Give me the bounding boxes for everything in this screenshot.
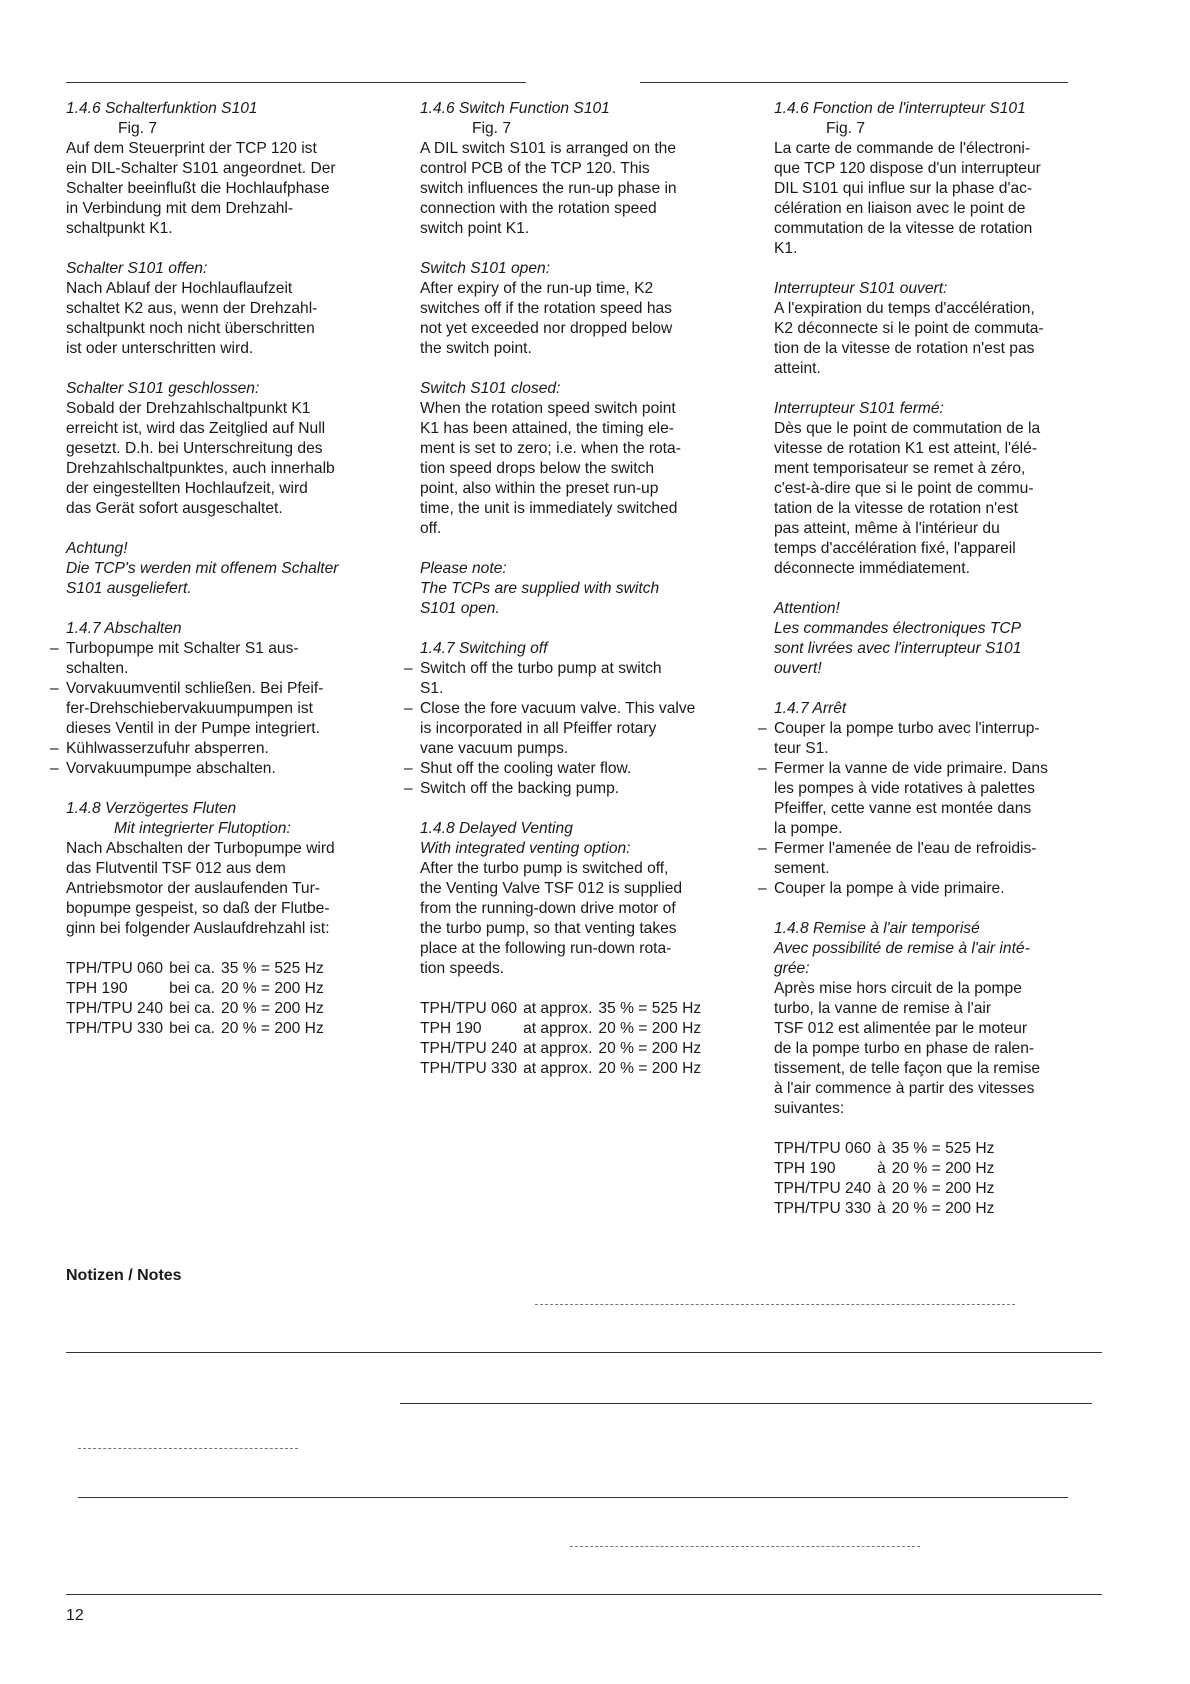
text-line: point, also within the preset run-up [420, 480, 659, 497]
heading-switch-function: 1.4.6 Schalterfunktion S101 [66, 100, 258, 117]
text-line: A DIL switch S101 is arranged on the [420, 140, 677, 157]
text-line: After expiry of the run-up time, K2 [420, 280, 654, 297]
switching-off-list [420, 659, 755, 799]
text-line: Après mise hors circuit de la pompe [774, 980, 1022, 997]
text-line: à l'air commence à partir des vitesses [774, 1080, 1035, 1097]
cell-phrase: à [877, 1140, 886, 1157]
text-line: dieses Ventil in der Pumpe integriert. [66, 720, 320, 737]
text-line: schaltpunkt K1. [66, 220, 173, 237]
text-line: off. [420, 520, 442, 537]
text-line: ein DIL-Schalter S101 angeordnet. Der [66, 160, 336, 177]
text-line: ist oder unterschritten wird. [66, 340, 254, 357]
note-line: sont livrées avec l'interrupteur S101 [774, 640, 1022, 657]
list-item [66, 639, 401, 679]
cell-value: 35 % = 525 Hz [891, 1140, 995, 1157]
text-line: control PCB of the TCP 120. This [420, 160, 650, 177]
list-item [774, 839, 1109, 879]
text-line: bopumpe gespeist, so daß der Flutbe- [66, 900, 330, 917]
text-line: erreicht ist, wird das Zeitglied auf Null [66, 420, 326, 437]
heading-delayed-venting: 1.4.8 Verzögertes Fluten [66, 800, 237, 817]
text-line: K1. [774, 240, 798, 257]
text-line: la pompe. [774, 820, 843, 837]
cell-phrase: at approx. [523, 1060, 593, 1077]
figure-ref: Fig. 7 [472, 120, 511, 137]
text-line: S1. [420, 680, 444, 697]
note-line: Les commandes électroniques TCP [774, 620, 1022, 637]
text-line: turbo, la vanne de remise à l'air [774, 1000, 992, 1017]
list-item [774, 879, 1109, 899]
list-item [66, 759, 401, 779]
notes-title: Notizen / Notes [66, 1267, 182, 1284]
text-line: TSF 012 est alimentée par le moteur [774, 1020, 1028, 1037]
cell-model: TPH/TPU 060 [774, 1140, 872, 1157]
text-line: K2 déconnecte si le point de commuta- [774, 320, 1044, 337]
note-line: S101 ausgeliefert. [66, 580, 192, 597]
text-line: switch point K1. [420, 220, 530, 237]
text-line: Switch off the turbo pump at switch [420, 660, 662, 677]
cell-model: TPH/TPU 240 [66, 1000, 164, 1017]
text-line: Vorvakuumpumpe abschalten. [66, 760, 276, 777]
heading-delayed-venting: 1.4.8 Remise à l'air temporisé [774, 920, 980, 937]
text-line: Shut off the cooling water flow. [420, 760, 632, 777]
text-line: time, the unit is immediately switched [420, 500, 678, 517]
venting-speed-table [774, 1139, 994, 1219]
cell-model: TPH/TPU 330 [420, 1060, 518, 1077]
cell-model: TPH/TPU 330 [774, 1200, 872, 1217]
cell-value: 20 % = 200 Hz [598, 1060, 702, 1077]
notes-line [400, 1403, 1092, 1404]
text-line: ment is set to zero; i.e. when the rota- [420, 440, 681, 457]
text-line: Nach Abschalten der Turbopumpe wird [66, 840, 335, 857]
cell-phrase: bei ca. [169, 1020, 216, 1037]
text-line: the switch point. [420, 340, 532, 357]
page-number: 12 [66, 1607, 84, 1624]
text-line: de la pompe turbo en phase de ralen- [774, 1040, 1035, 1057]
column-german [66, 99, 401, 1039]
text-line: tion speeds. [420, 960, 505, 977]
subheading-closed: Schalter S101 geschlossen: [66, 380, 260, 397]
text-line: Antriebsmotor der auslaufenden Tur- [66, 880, 320, 897]
text-line: tissement, de telle façon que la remise [774, 1060, 1041, 1077]
switching-off-list [774, 719, 1109, 899]
text-line: Switch off the backing pump. [420, 780, 620, 797]
heading-switching-off: 1.4.7 Abschalten [66, 620, 182, 637]
text-line: in Verbindung mit dem Drehzahl- [66, 200, 294, 217]
text-line: ment temporisateur se remet à zéro, [774, 460, 1026, 477]
text-line: les pompes à vide rotatives à palettes [774, 780, 1035, 797]
text-line: Pfeiffer, cette vanne est montée dans [774, 800, 1032, 817]
note-line: The TCPs are supplied with switch [420, 580, 660, 597]
text-line: place at the following run-down rota- [420, 940, 672, 957]
subheading-venting-option: Avec possibilité de remise à l'air inté- [774, 940, 1030, 957]
text-line: Kühlwasserzufuhr absperren. [66, 740, 269, 757]
text-line: Couper la pompe à vide primaire. [774, 880, 1005, 897]
notes-line [78, 1448, 298, 1449]
notes-line [570, 1546, 920, 1547]
table-row [774, 1139, 994, 1159]
text-line: from the running-down drive motor of [420, 900, 676, 917]
subheading-open: Schalter S101 offen: [66, 260, 208, 277]
text-line: DIL S101 qui influe sur la phase d'ac- [774, 180, 1033, 197]
text-line: Sobald der Drehzahlschaltpunkt K1 [66, 400, 311, 417]
cell-value: 20 % = 200 Hz [598, 1040, 702, 1057]
text-line: Schalter beeinflußt die Hochlaufphase [66, 180, 330, 197]
table-row [420, 1059, 701, 1079]
heading-switching-off: 1.4.7 Switching off [420, 640, 548, 657]
text-line: Fermer la vanne de vide primaire. Dans [774, 760, 1048, 777]
text-line: the Venting Valve TSF 012 is supplied [420, 880, 683, 897]
text-line: La carte de commande de l'électroni- [774, 140, 1031, 157]
text-line: A l'expiration du temps d'accélération, [774, 300, 1035, 317]
text-line: After the turbo pump is switched off, [420, 860, 669, 877]
cell-value: 20 % = 200 Hz [221, 980, 324, 997]
text-line: déconnecte immédiatement. [774, 560, 970, 577]
heading-switch-function: 1.4.6 Fonction de l'interrupteur S101 [774, 100, 1026, 117]
list-item [420, 699, 755, 759]
cell-phrase: bei ca. [169, 980, 216, 997]
table-row [420, 1019, 701, 1039]
cell-model: TPH/TPU 240 [774, 1180, 872, 1197]
text-line: temps d'accélération fixé, l'appareil [774, 540, 1016, 557]
column-french [774, 99, 1109, 1219]
subheading-venting-option: Mit integrierter Flutoption: [114, 820, 291, 837]
text-line: switch influences the run-up phase in [420, 180, 677, 197]
table-row [66, 999, 324, 1019]
table-row [420, 1039, 701, 1059]
cell-phrase: bei ca. [169, 960, 216, 977]
text-line: schaltet K2 aus, wenn der Drehzahl- [66, 300, 318, 317]
note-line: ouvert! [774, 660, 822, 677]
table-row [66, 959, 324, 979]
cell-phrase: at approx. [523, 1000, 593, 1017]
cell-value: 20 % = 200 Hz [221, 1000, 324, 1017]
table-row [66, 979, 324, 999]
text-line: Nach Ablauf der Hochlauflaufzeit [66, 280, 293, 297]
notes-line [78, 1497, 1068, 1498]
cell-phrase: à [877, 1200, 886, 1217]
list-item [774, 759, 1109, 839]
table-row [774, 1199, 994, 1219]
table-row [774, 1179, 994, 1199]
text-line: Fermer l'amenée de l'eau de refroidis- [774, 840, 1037, 857]
cell-model: TPH/TPU 240 [420, 1040, 518, 1057]
column-english [420, 99, 755, 1079]
subheading-open: Switch S101 open: [420, 260, 551, 277]
text-line: Close the fore vacuum valve. This valve [420, 700, 696, 717]
text-line: atteint. [774, 360, 821, 377]
cell-value: 35 % = 525 Hz [221, 960, 324, 977]
top-rule-right [640, 82, 1068, 83]
venting-speed-table [420, 999, 701, 1079]
cell-phrase: à [877, 1180, 886, 1197]
subheading-closed: Switch S101 closed: [420, 380, 561, 397]
text-line: commutation de la vitesse de rotation [774, 220, 1033, 237]
cell-value: 20 % = 200 Hz [891, 1180, 995, 1197]
cell-value: 20 % = 200 Hz [221, 1020, 324, 1037]
text-line: der eingestellten Hochlaufzeit, wird [66, 480, 308, 497]
text-line: teur S1. [774, 740, 829, 757]
cell-value: 35 % = 525 Hz [598, 1000, 702, 1017]
text-line: tation de la vitesse de rotation n'est [774, 500, 1018, 517]
bottom-rule [66, 1594, 1102, 1595]
heading-delayed-venting: 1.4.8 Delayed Venting [420, 820, 573, 837]
text-line: Dès que le point de commutation de la [774, 420, 1041, 437]
text-line: c'est-à-dire que si le point de commu- [774, 480, 1034, 497]
text-line: tion speed drops below the switch [420, 460, 655, 477]
text-line: vitesse de rotation K1 est atteint, l'élé- [774, 440, 1038, 457]
text-line: Auf dem Steuerprint der TCP 120 ist [66, 140, 317, 157]
cell-model: TPH 190 [66, 980, 128, 997]
cell-model: TPH 190 [774, 1160, 836, 1177]
notes-line [535, 1304, 1015, 1305]
cell-value: 20 % = 200 Hz [598, 1020, 702, 1037]
text-line: schalten. [66, 660, 129, 677]
text-line: Turbopumpe mit Schalter S1 aus- [66, 640, 299, 657]
text-line: K1 has been attained, the timing ele- [420, 420, 674, 437]
venting-speed-table [66, 959, 324, 1039]
text-line: célération en liaison avec le point de [774, 200, 1026, 217]
text-line: suivantes: [774, 1100, 845, 1117]
text-line: das Gerät sofort ausgeschaltet. [66, 500, 283, 517]
subheading-open: Interrupteur S101 ouvert: [774, 280, 948, 297]
note-title: Attention! [774, 600, 840, 617]
cell-phrase: à [877, 1160, 886, 1177]
text-line: das Flutventil TSF 012 aus dem [66, 860, 286, 877]
note-line: S101 open. [420, 600, 500, 617]
cell-model: TPH/TPU 060 [66, 960, 164, 977]
note-title: Achtung! [66, 540, 128, 557]
text-line: the turbo pump, so that venting takes [420, 920, 677, 937]
cell-model: TPH/TPU 060 [420, 1000, 518, 1017]
figure-ref: Fig. 7 [826, 120, 865, 137]
subheading-venting-option-cont: grée: [774, 960, 810, 977]
text-line: sement. [774, 860, 830, 877]
text-line: not yet exceeded nor dropped below [420, 320, 673, 337]
text-line: Vorvakuumventil schließen. Bei Pfeif- [66, 680, 324, 697]
list-item [420, 659, 755, 699]
cell-model: TPH 190 [420, 1020, 482, 1037]
notes-line [66, 1352, 1102, 1353]
text-line: connection with the rotation speed [420, 200, 657, 217]
switching-off-list [66, 639, 401, 779]
cell-value: 20 % = 200 Hz [891, 1200, 995, 1217]
figure-ref: Fig. 7 [118, 120, 157, 137]
list-item [420, 779, 755, 799]
table-row [66, 1019, 324, 1039]
heading-switching-off: 1.4.7 Arrêt [774, 700, 847, 717]
list-item [774, 719, 1109, 759]
top-rule-left [66, 82, 526, 83]
list-item [66, 679, 401, 739]
table-row [774, 1159, 994, 1179]
text-line: Couper la pompe turbo avec l'interrup- [774, 720, 1040, 737]
text-line: tion de la vitesse de rotation n'est pas [774, 340, 1035, 357]
subheading-closed: Interrupteur S101 fermé: [774, 400, 944, 417]
text-line: is incorporated in all Pfeiffer rotary [420, 720, 657, 737]
cell-model: TPH/TPU 330 [66, 1020, 164, 1037]
text-line: fer-Drehschiebervakuumpumpen ist [66, 700, 314, 717]
table-row [420, 999, 701, 1019]
note-line: Die TCP's werden mit offenem Schalter [66, 560, 339, 577]
list-item [420, 759, 755, 779]
list-item [66, 739, 401, 759]
text-line: schaltpunkt noch nicht überschritten [66, 320, 315, 337]
text-line: When the rotation speed switch point [420, 400, 676, 417]
text-line: vane vacuum pumps. [420, 740, 569, 757]
text-line: gesetzt. D.h. bei Unterschreitung des [66, 440, 323, 457]
cell-phrase: at approx. [523, 1040, 593, 1057]
subheading-venting-option: With integrated venting option: [420, 840, 631, 857]
text-line: que TCP 120 dispose d'un interrupteur [774, 160, 1041, 177]
text-line: pas atteint, même à l'intérieur du [774, 520, 1000, 537]
note-title: Please note: [420, 560, 507, 577]
cell-phrase: bei ca. [169, 1000, 216, 1017]
text-line: switches off if the rotation speed has [420, 300, 672, 317]
text-line: ginn bei folgender Auslaufdrehzahl ist: [66, 920, 330, 937]
cell-phrase: at approx. [523, 1020, 593, 1037]
cell-value: 20 % = 200 Hz [891, 1160, 995, 1177]
text-line: Drehzahlschaltpunktes, auch innerhalb [66, 460, 335, 477]
heading-switch-function: 1.4.6 Switch Function S101 [420, 100, 610, 117]
